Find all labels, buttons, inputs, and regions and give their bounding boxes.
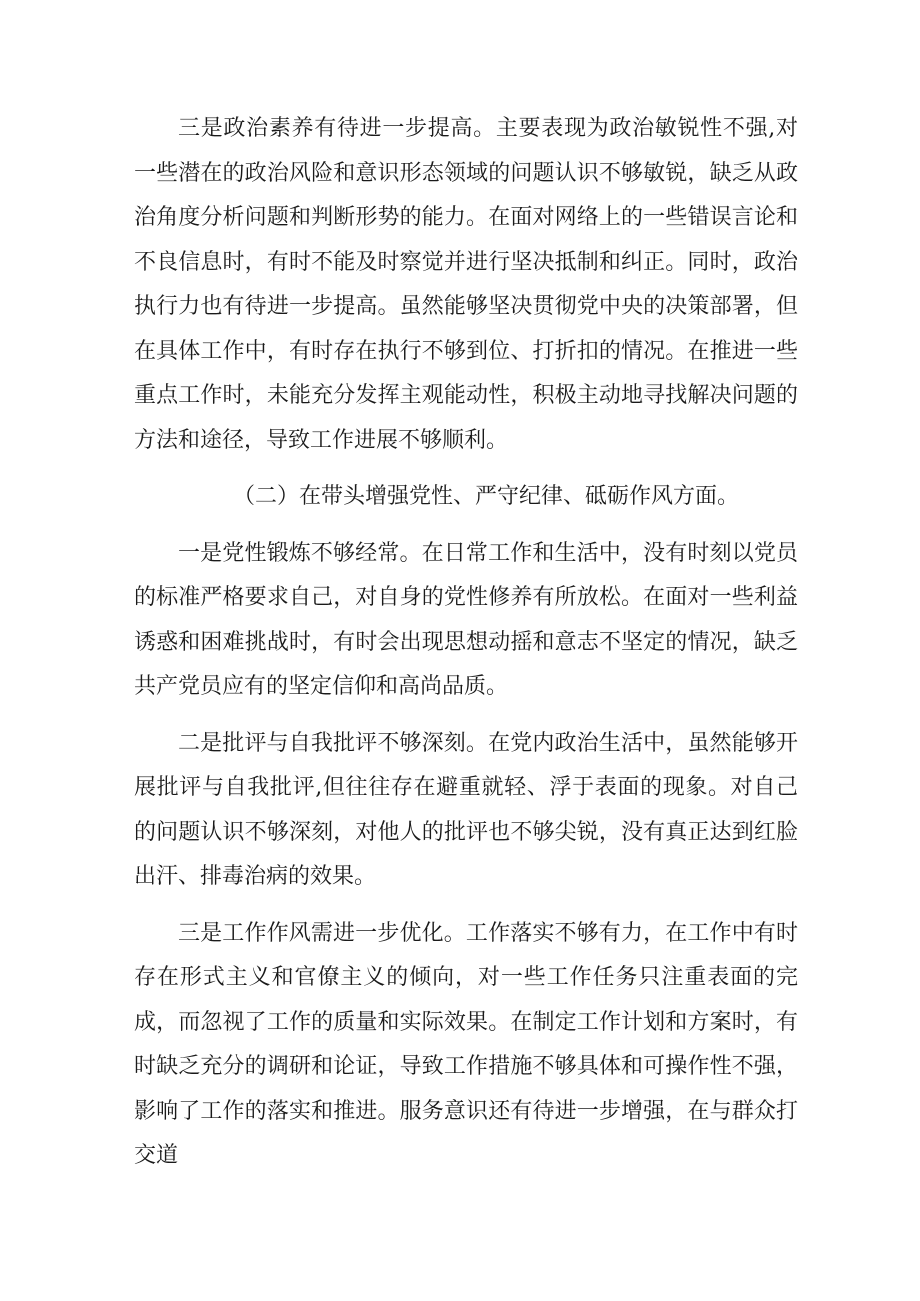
section-heading-two: （二）在带头增强党性、严守纪律、砥砺作风方面。 bbox=[233, 484, 740, 509]
document-body bbox=[134, 107, 798, 1191]
paragraph-political-literacy: 三是政治素养有待进一步提高。主要表现为政治敏锐性不强,对一些潜在的政治风险和意识形态领域的问题认识不够敏锐，缺乏从政治角度分析问题和判断形势的能力。在面对网络上的一些错误言论和不良信息时，有时不能及时察觉并进行坚决抵制和纠正。同时，政治执行力也有待进一步提高。虽然能够坚决贯彻党中央的决策部署，但在具体工作中，有时存在执行不够到位、打折扣的情况。在推进一些重点工作时，未能充分发挥主观能动性，积极主动地寻找解决问题的方法和途径，导致工作进展不够顺利。 bbox=[134, 116, 798, 453]
paragraph-party-spirit: 一是党性锻炼不够经常。在日常工作和生活中，没有时刻以党员的标准严格要求自己，对自身的党性修养有所放松。在面对一些利益诱惑和困难挑战时，有时会出现思想动摇和意志不坚定的情况，缺乏共产党员应有的坚定信仰和高尚品质。 bbox=[134, 540, 798, 699]
paragraph-work-style: 三是工作作风需进一步优化。工作落实不够有力，在工作中有时存在形式主义和官僚主义的倾向，对一些工作任务只注重表面的完成，而忽视了工作的质量和实际效果。在制定工作计划和方案时，有时缺乏充分的调研和论证，导致工作措施不够具体和可操作性不强，影响了工作的落实和推进。服务意识还有待进一步增强，在与群众打交道 bbox=[134, 920, 798, 1168]
paragraph-criticism: 二是批评与自我批评不够深刻。在党内政治生活中，虽然能够开展批评与自我批评,但往往存在避重就轻、浮于表面的现象。对自己的问题认识不够深刻，对他人的批评也不够尖锐，没有真正达到红脸出汗、排毒治病的效果。 bbox=[134, 730, 798, 889]
